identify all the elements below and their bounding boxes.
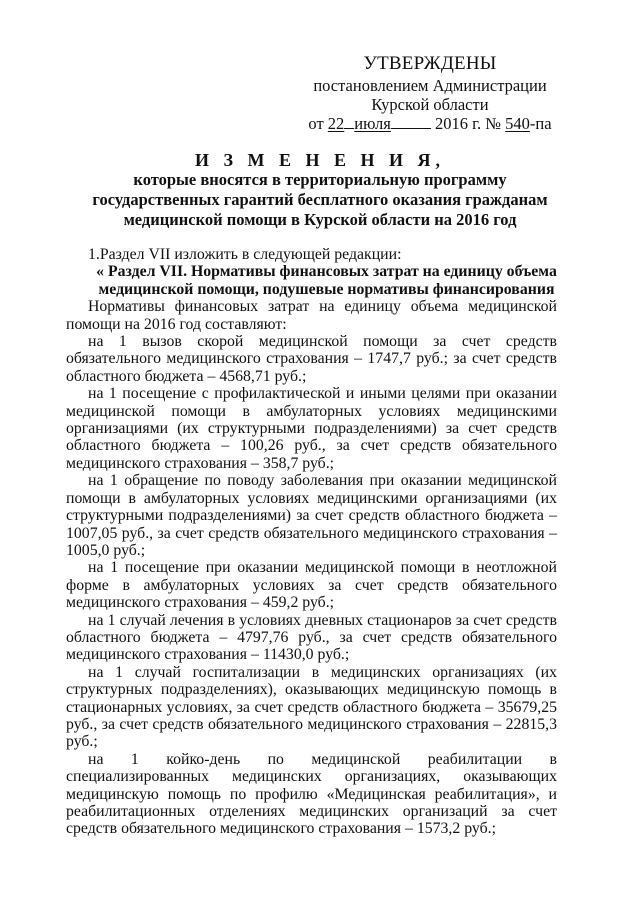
order-month: июля <box>354 114 391 133</box>
order-number: 540 <box>505 114 530 133</box>
paragraph-hospitalization: на 1 случай госпитализации в медицинских организациях (их структурных подразделениях), оказывающих медицинскую помощь в стационарных условиях, за счет средств областного бюджета – 35679,25 руб., за счет средств обязательного медицинского страхования – 22815,3 руб.; <box>66 663 557 751</box>
title-subline-3: медицинской помощи в Курской области на 2016 год <box>123 210 517 229</box>
title-subline-2: государственных гарантий бесплатного оказания гражданам <box>92 190 548 209</box>
order-number-suffix: -па <box>529 114 552 133</box>
paragraph-ambulance: на 1 вызов скорой медицинской помощи за счет средств обязательного медицинского страхования – 1747,7 руб.; за счет средств областного бюджета – 4568,71 руб.; <box>66 333 557 385</box>
order-day: 22 <box>327 114 345 133</box>
title-subline-1: которые вносятся в территориальную программу <box>133 170 507 189</box>
item-1: 1.Раздел VII изложить в следующей редакции: <box>88 246 402 263</box>
approval-line-1: постановлением Администрации <box>313 76 547 95</box>
order-year: 2016 г. № <box>435 114 502 133</box>
paragraph-preventive-visit: на 1 посещение с профилактической и иными целями при оказании медицинской помощи в амбулаторных условиях медицинскими организациями (их структурными подразделениями) за счет средств областного бюджета – 100,26 руб., за счет средств обязательного медицинского страхования – 358,7 руб.; <box>66 385 557 472</box>
document-title <box>80 150 560 230</box>
approval-line-2: Курской области <box>371 95 489 114</box>
approval-stamp <box>300 54 560 133</box>
section-heading: « Раздел VII. Нормативы финансовых затрат на единицу объема медицинской помощи, подушевые нормативы финансирования <box>96 263 557 298</box>
date-prefix: от <box>308 114 324 133</box>
paragraph-disease-appeal: на 1 обращение по поводу заболевания при оказании медицинской помощи в амбулаторных условиях медицинскими организациями (их структурными подразделениями) за счет средств областного бюджета – 1007,05 руб., за счет средств обязательного медицинского страхования – 1005,0 руб.; <box>66 472 557 559</box>
underline-gap <box>344 114 354 129</box>
underline-gap <box>391 114 431 129</box>
paragraph-urgent-visit: на 1 посещение при оказании медицинской помощи в неотложной форме в амбулаторных условиях за счет средств обязательного медицинского страхования – 459,2 руб.; <box>66 559 557 612</box>
paragraph-day-hospital: на 1 случай лечения в условиях дневных стационаров за счет средств областного бюджета – 4797,76 руб., за счет средств обязательного медицинского страхования – 11430,0 руб.; <box>66 611 557 664</box>
approval-heading: УТВЕРЖДЕНЫ <box>363 53 497 74</box>
document-body <box>66 246 557 838</box>
paragraph-rehabilitation: на 1 койко-день по медицинской реабилитации в специализированных медицинских организациях, оказывающих медицинскую помощь по профилю «Медицинская реабилитация», и реабилитационных отделениях медицинских организаций за счет средств обязательного медицинского страхования – 1573,2 руб.; <box>66 750 557 838</box>
paragraph-norms-intro: Нормативы финансовых затрат на единицу объема медицинской помощи на 2016 год составляют: <box>66 298 557 333</box>
approval-order-line <box>300 114 560 133</box>
title-main: И З М Е Н Е Н И Я, <box>194 150 445 170</box>
